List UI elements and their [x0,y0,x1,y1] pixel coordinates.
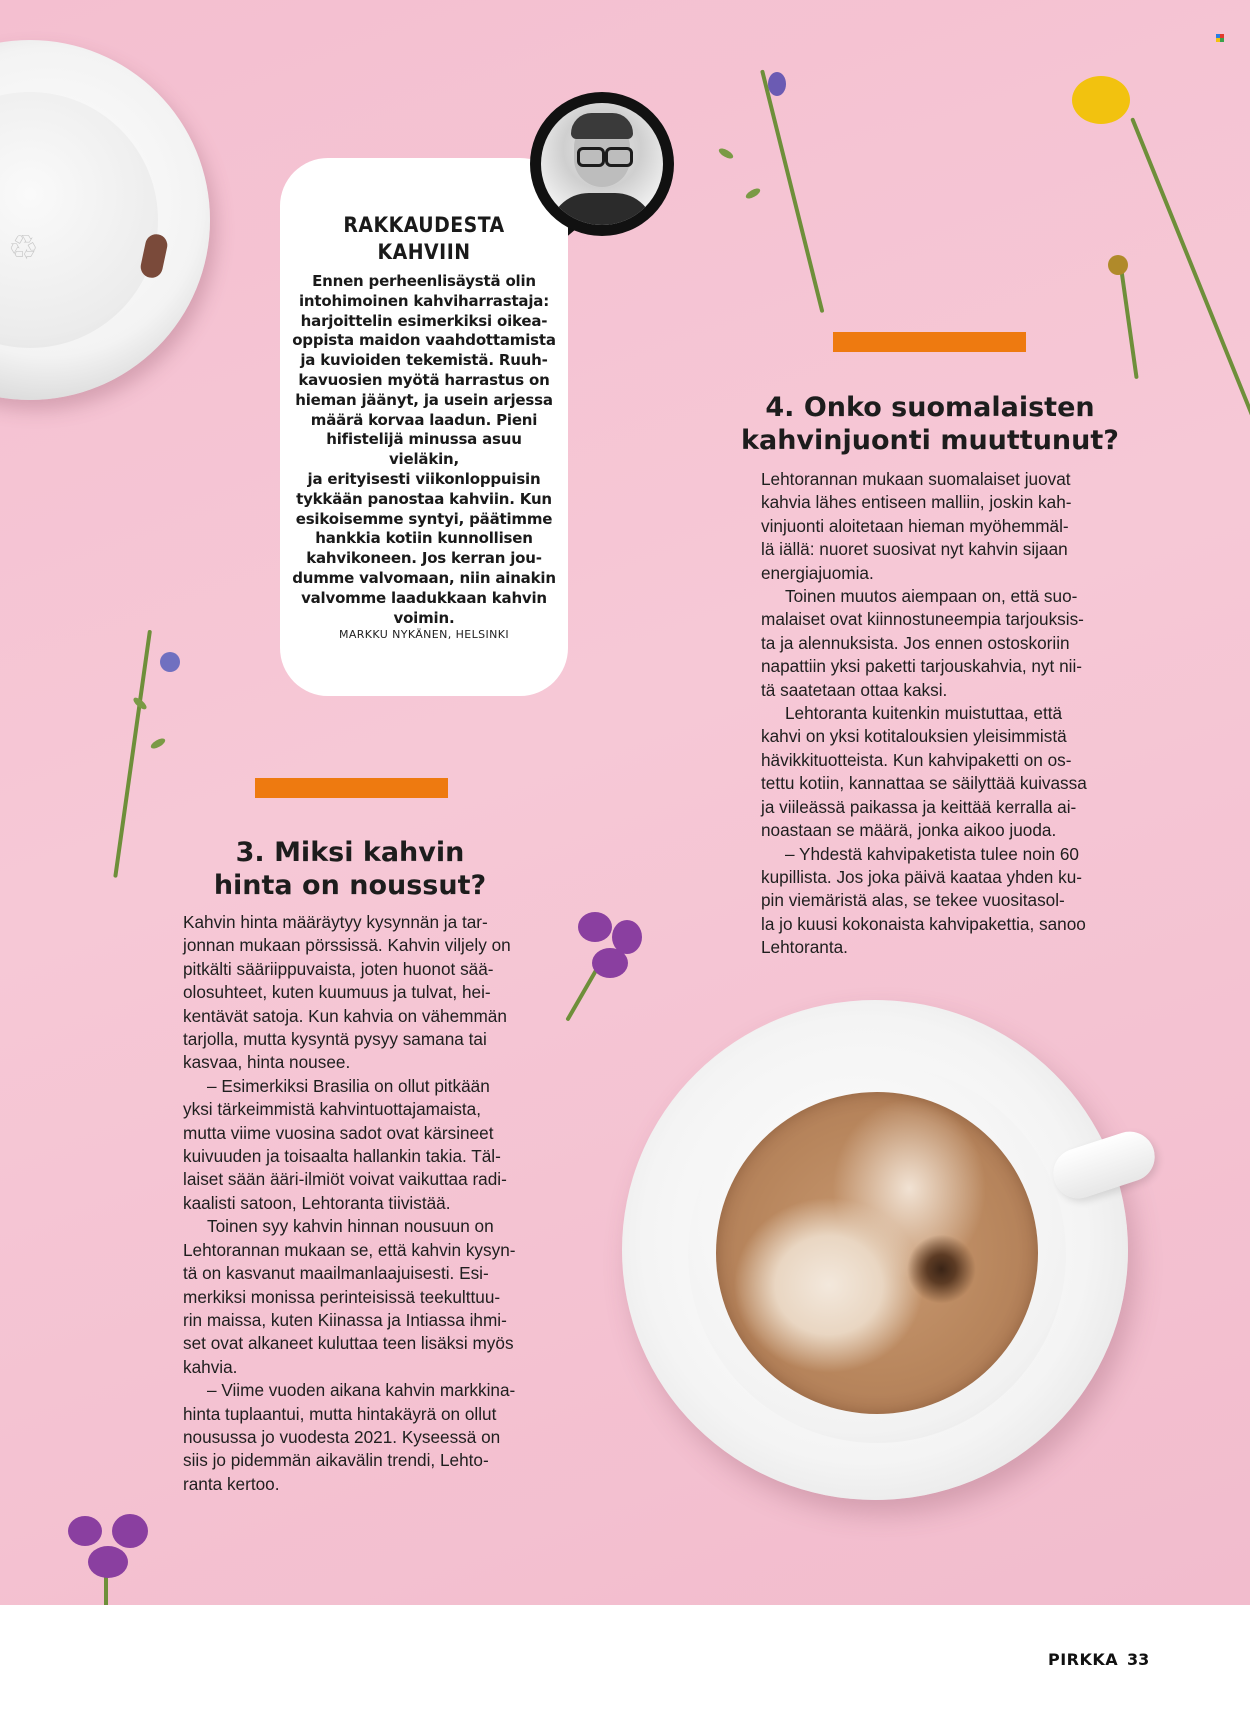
page-number: 33 [1127,1650,1150,1669]
corner-color-mark [1216,34,1224,42]
accent-bar-section4 [833,332,1026,352]
card-title: RAKKAUDESTA KAHVIIN [343,213,505,264]
section3-heading: 3. Miksi kahvin hinta on noussut? [213,837,487,901]
coffee-lid-image [0,40,210,400]
section3-paragraph-2: – Esimerkiksi Brasilia on ollut pitkään yksi tärkeimmistä kahvintuottajamaista, mutta viime vuosina sadot ovat kärsineet kuivuuden ja toisaalta hallankin takia. Täl- laiset sään ääri-ilmiöt voivat vaikuttaa radi- kaalisti satoon, Lehtoranta tiivistää. [183,1075,507,1213]
card-signature: MARKKU NYKÄNEN, HELSINKI [338,628,510,641]
section4-paragraph-1: Lehtorannan mukaan suomalaiset juovat kahvia lähes entiseen malliin, joskin kah- vinjuonti aloitetaan hieman myöhemmäl- lä iällä: nuoret suosivat nyt kahvin sijaan energiajuomia. [761,469,1072,583]
section4-heading: 4. Onko suomalaisten kahvinjuonti muuttunut? [741,392,1119,456]
section4-paragraph-4: – Yhdestä kahvipaketista tulee noin 60 kupillista. Jos joka päivä kaataa yhden ku- pin viemäristä alas, se tekee vuositasol- la jo kuusi kokonaista kahvipakettia, sanoo Lehtoranta. [761,843,1086,958]
coffee-foam [716,1092,1038,1414]
section4-paragraph-3: Lehtoranta kuitenkin muistuttaa, että kahvi on yksi kotitalouksien yleisimmistä hävikkituotteista. Kun kahvipaketti on os- tettu kotiin, kannattaa se säilyttää kuivassa ja viileässä paikassa ja keittää kerralla ai- noastaan se määrä, jonka aikoo juoda. [761,703,1087,841]
recycle-icon: ♲ [8,228,39,268]
accent-bar-section3 [255,778,448,798]
section3-paragraph-1: Kahvin hinta määräytyy kysynnän ja tar- jonnan mukaan pörssissä. Kahvin viljely on pitkälti sääriippuvaista, joten huonot sää- olosuhteet, kuten kuumuus ja tulvat, hei- kentävät satoja. Kun kahvia on vähemmän tarjolla, mutta kysyntä pysyy samana tai kasvaa, hinta nousee. [183,912,511,1073]
section3-paragraph-3: Toinen syy kahvin hinnan nousuun on Lehtorannan mukaan se, että kahvin kysyn- tä on kasvanut maailmanlaajuisesti. Esi- merkiksi monissa perinteisissä teekulttuu- rin maissa, kuten Kiinassa ja Intiassa ihmi- set ovat alkaneet kuluttaa teen lisäksi myös kahvia. [183,1216,516,1377]
lid-recess [0,92,158,348]
section3-paragraph-4: – Viime vuoden aikana kahvin markkina- hinta tuplaantui, mutta hintakäyrä on ollut nousussa jo vuodesta 2021. Kyseessä on siis jo pidemmän aikavälin trendi, Lehto- ranta kertoo. [183,1380,516,1494]
card-quote-text: Ennen perheenlisäystä olin intohimoinen kahviharrastaja: harjoittelin esimerkiksi oikea- oppista maidon vaahdottamista ja kuvioiden tekemistä. Ruuh- kavuosien myötä harrastus on hieman jäänyt, ja usein arjessa määrä korvaa laadun. Pieni hifistelijä minussa asuu vieläkin, ja erityisesti viikonloppuisin tykkään panostaa kahviin. Kun esikoisemme syntyi, päätimme hankkia kotiin kunnollisen kahvikoneen. Jos kerran jou- dumme valvomaan, niin ainakin valvomme laadukkaan kahvin voimin. [292,272,556,627]
section4-paragraph-2: Toinen muutos aiempaan on, että suo- malaiset ovat kiinnostuneempia tarjouksis- ta ja alennuksista. Jos ennen ostoskoriin napattiin yksi paketti tarjouskahvia, nyt nii- tä saatetaan ottaa kaksi. [761,586,1084,700]
footer-brand: PIRKKA [1048,1650,1119,1669]
section3-body [183,911,528,1496]
author-portrait [541,103,663,225]
section4-body [761,468,1101,960]
